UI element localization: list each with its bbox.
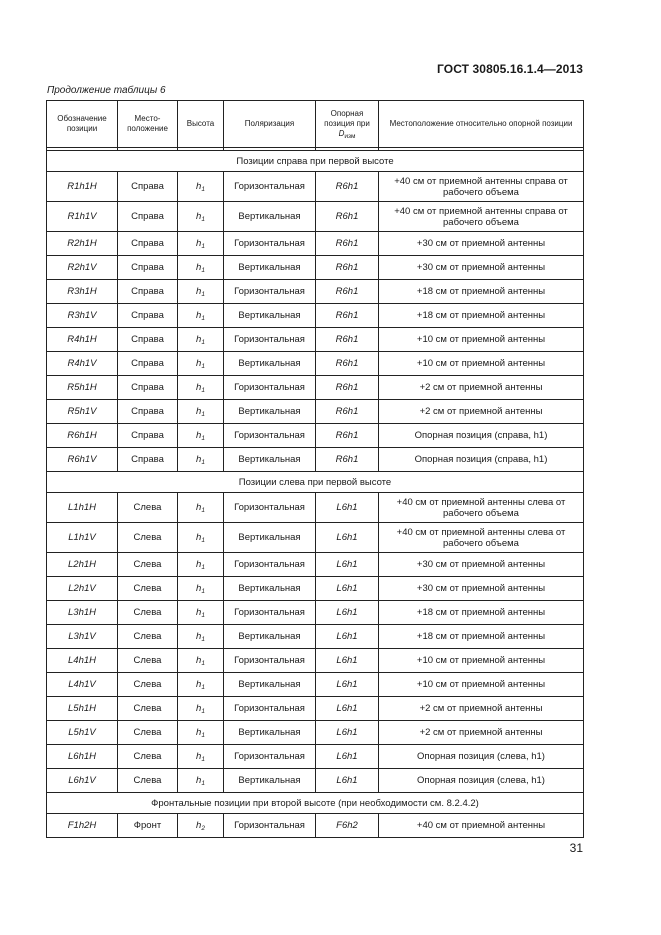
cell-location: +18 см от приемной антенны <box>379 280 584 304</box>
cell-position-code: L6h1V <box>47 769 118 793</box>
cell-position-code: R4h1V <box>47 352 118 376</box>
cell-position-code: R6h1H <box>47 424 118 448</box>
height-index: 1 <box>201 315 205 322</box>
cell-side: Справа <box>118 172 178 202</box>
cell-location: +40 см от приемной антенны <box>379 814 584 838</box>
cell-location: Опорная позиция (слева, h1) <box>379 769 584 793</box>
cell-height <box>178 649 224 673</box>
cell-height <box>178 328 224 352</box>
cell-height <box>178 523 224 553</box>
cell-side: Справа <box>118 424 178 448</box>
cell-position-code: R2h1H <box>47 232 118 256</box>
cell-height <box>178 424 224 448</box>
cell-polarization: Вертикальная <box>224 673 316 697</box>
height-index: 1 <box>201 780 205 787</box>
cell-reference: L6h1 <box>316 601 379 625</box>
cell-location: +10 см от приемной антенны <box>379 352 584 376</box>
table-header <box>47 101 584 151</box>
cell-reference: R6h1 <box>316 232 379 256</box>
cell-position-code: L5h1H <box>47 697 118 721</box>
cell-position-code: L1h1H <box>47 493 118 523</box>
cell-position-code: R1h1H <box>47 172 118 202</box>
cell-side: Слева <box>118 769 178 793</box>
height-index: 1 <box>201 291 205 298</box>
table-row <box>47 769 584 793</box>
height-index: 1 <box>201 660 205 667</box>
cell-height <box>178 400 224 424</box>
table-row <box>47 202 584 232</box>
cell-polarization: Вертикальная <box>224 769 316 793</box>
height-symbol: h <box>196 502 202 513</box>
cell-height <box>178 745 224 769</box>
table-row <box>47 814 584 838</box>
cell-location: +18 см от приемной антенны <box>379 601 584 625</box>
cell-reference: R6h1 <box>316 280 379 304</box>
cell-polarization: Вертикальная <box>224 256 316 280</box>
cell-position-code: L3h1V <box>47 625 118 649</box>
cell-polarization: Вертикальная <box>224 625 316 649</box>
cell-polarization: Горизонтальная <box>224 745 316 769</box>
height-symbol: h <box>196 631 202 642</box>
cell-side: Слева <box>118 625 178 649</box>
cell-height <box>178 769 224 793</box>
cell-location: +40 см от приемной антенны справа от рабочего объема <box>379 202 584 232</box>
height-symbol: h <box>196 406 202 417</box>
col-header-reference-d: D <box>338 129 345 138</box>
cell-polarization: Вертикальная <box>224 352 316 376</box>
cell-reference: L6h1 <box>316 523 379 553</box>
cell-side: Слева <box>118 673 178 697</box>
cell-side: Справа <box>118 448 178 472</box>
cell-side: Слева <box>118 649 178 673</box>
col-header-polarization: Поляризация <box>224 101 316 148</box>
col-header-code: Обозначение позиции <box>47 101 118 148</box>
height-index: 1 <box>201 732 205 739</box>
cell-location: +2 см от приемной антенны <box>379 400 584 424</box>
height-symbol: h <box>196 751 202 762</box>
cell-polarization: Горизонтальная <box>224 280 316 304</box>
table-row <box>47 376 584 400</box>
table-row <box>47 400 584 424</box>
cell-position-code: L5h1V <box>47 721 118 745</box>
cell-location: +18 см от приемной антенны <box>379 304 584 328</box>
height-symbol: h <box>196 532 202 543</box>
height-symbol: h <box>196 358 202 369</box>
section-front <box>47 793 584 814</box>
cell-side: Справа <box>118 328 178 352</box>
cell-position-code: R2h1V <box>47 256 118 280</box>
cell-position-code: L2h1H <box>47 553 118 577</box>
height-symbol: h <box>196 238 202 249</box>
table-row <box>47 424 584 448</box>
cell-position-code: R6h1V <box>47 448 118 472</box>
cell-location: +2 см от приемной антенны <box>379 721 584 745</box>
col-header-reference <box>316 101 379 148</box>
cell-position-code: R3h1H <box>47 280 118 304</box>
cell-height <box>178 202 224 232</box>
cell-location: +40 см от приемной антенны слева от рабочего объема <box>379 493 584 523</box>
cell-side: Слева <box>118 493 178 523</box>
table-row <box>47 256 584 280</box>
section-right <box>47 151 584 172</box>
cell-location: Опорная позиция (справа, h1) <box>379 448 584 472</box>
cell-reference: L6h1 <box>316 493 379 523</box>
height-index: 1 <box>201 243 205 250</box>
cell-side: Справа <box>118 280 178 304</box>
height-symbol: h <box>196 211 202 222</box>
cell-side: Справа <box>118 232 178 256</box>
cell-height <box>178 625 224 649</box>
section-front-label: Фронтальные позиции при второй высоте (при необходимости см. 8.2.4.2) <box>47 793 584 814</box>
cell-height <box>178 493 224 523</box>
height-index: 1 <box>201 435 205 442</box>
cell-polarization: Горизонтальная <box>224 553 316 577</box>
table-row <box>47 493 584 523</box>
cell-polarization: Вертикальная <box>224 202 316 232</box>
height-symbol: h <box>196 559 202 570</box>
cell-location: Опорная позиция (справа, h1) <box>379 424 584 448</box>
height-symbol: h <box>196 703 202 714</box>
cell-side: Слева <box>118 697 178 721</box>
col-header-location: Местоположение относительно опорной позиции <box>379 101 584 148</box>
height-index: 1 <box>201 588 205 595</box>
height-index: 1 <box>201 537 205 544</box>
section-right-label: Позиции справа при первой высоте <box>47 151 584 172</box>
height-index: 1 <box>201 186 205 193</box>
cell-height <box>178 601 224 625</box>
height-index: 1 <box>201 708 205 715</box>
cell-side: Слева <box>118 601 178 625</box>
cell-reference: L6h1 <box>316 649 379 673</box>
cell-reference: L6h1 <box>316 697 379 721</box>
cell-location: +30 см от приемной антенны <box>379 553 584 577</box>
cell-position-code: L4h1H <box>47 649 118 673</box>
cell-position-code: F1h2H <box>47 814 118 838</box>
height-symbol: h <box>196 655 202 666</box>
col-header-height: Высота <box>178 101 224 148</box>
height-index: 1 <box>201 216 205 223</box>
table-row <box>47 448 584 472</box>
table-row <box>47 172 584 202</box>
cell-position-code: R4h1H <box>47 328 118 352</box>
cell-reference: F6h2 <box>316 814 379 838</box>
cell-side: Слева <box>118 553 178 577</box>
table-row <box>47 352 584 376</box>
cell-side: Справа <box>118 352 178 376</box>
table-row <box>47 673 584 697</box>
positions-table <box>46 100 584 838</box>
cell-height <box>178 721 224 745</box>
cell-location: +10 см от приемной антенны <box>379 673 584 697</box>
height-symbol: h <box>196 820 202 831</box>
cell-height <box>178 448 224 472</box>
height-index: 2 <box>201 825 205 832</box>
cell-height <box>178 352 224 376</box>
cell-position-code: R1h1V <box>47 202 118 232</box>
height-index: 1 <box>201 387 205 394</box>
height-index: 1 <box>201 636 205 643</box>
table-row <box>47 304 584 328</box>
height-symbol: h <box>196 262 202 273</box>
table-row <box>47 328 584 352</box>
cell-location: +2 см от приемной антенны <box>379 376 584 400</box>
col-header-reference-sub: изм <box>344 133 356 140</box>
cell-height <box>178 814 224 838</box>
cell-position-code: R3h1V <box>47 304 118 328</box>
table-row <box>47 649 584 673</box>
height-index: 1 <box>201 411 205 418</box>
cell-location: +30 см от приемной антенны <box>379 232 584 256</box>
cell-height <box>178 256 224 280</box>
height-symbol: h <box>196 679 202 690</box>
height-index: 1 <box>201 339 205 346</box>
cell-position-code: R5h1V <box>47 400 118 424</box>
cell-height <box>178 553 224 577</box>
height-symbol: h <box>196 286 202 297</box>
cell-location: Опорная позиция (слева, h1) <box>379 745 584 769</box>
section-left-label: Позиции слева при первой высоте <box>47 472 584 493</box>
cell-polarization: Вертикальная <box>224 448 316 472</box>
height-symbol: h <box>196 382 202 393</box>
cell-side: Слева <box>118 745 178 769</box>
cell-reference: R6h1 <box>316 424 379 448</box>
cell-position-code: L2h1V <box>47 577 118 601</box>
cell-polarization: Горизонтальная <box>224 172 316 202</box>
document-code: ГОСТ 30805.16.1.4—2013 <box>437 62 583 76</box>
height-symbol: h <box>196 727 202 738</box>
cell-location: +30 см от приемной антенны <box>379 577 584 601</box>
section-left <box>47 472 584 493</box>
height-index: 1 <box>201 459 205 466</box>
cell-height <box>178 232 224 256</box>
cell-location: +30 см от приемной антенны <box>379 256 584 280</box>
height-symbol: h <box>196 334 202 345</box>
cell-polarization: Горизонтальная <box>224 424 316 448</box>
height-symbol: h <box>196 775 202 786</box>
cell-polarization: Горизонтальная <box>224 697 316 721</box>
cell-location: +18 см от приемной антенны <box>379 625 584 649</box>
cell-location: +2 см от приемной антенны <box>379 697 584 721</box>
cell-reference: R6h1 <box>316 376 379 400</box>
cell-reference: L6h1 <box>316 745 379 769</box>
cell-polarization: Вертикальная <box>224 304 316 328</box>
cell-reference: L6h1 <box>316 769 379 793</box>
cell-side: Справа <box>118 256 178 280</box>
table-row <box>47 232 584 256</box>
cell-polarization: Горизонтальная <box>224 232 316 256</box>
height-symbol: h <box>196 607 202 618</box>
cell-reference: R6h1 <box>316 256 379 280</box>
cell-position-code: L6h1H <box>47 745 118 769</box>
cell-reference: R6h1 <box>316 400 379 424</box>
height-symbol: h <box>196 181 202 192</box>
cell-reference: L6h1 <box>316 577 379 601</box>
table-row <box>47 745 584 769</box>
height-symbol: h <box>196 454 202 465</box>
cell-polarization: Вертикальная <box>224 400 316 424</box>
cell-side: Справа <box>118 376 178 400</box>
height-index: 1 <box>201 612 205 619</box>
table-row <box>47 280 584 304</box>
table-row <box>47 625 584 649</box>
page-number: 31 <box>569 841 583 855</box>
cell-polarization: Горизонтальная <box>224 376 316 400</box>
cell-reference: R6h1 <box>316 172 379 202</box>
table-row <box>47 577 584 601</box>
height-index: 1 <box>201 267 205 274</box>
cell-reference: R6h1 <box>316 202 379 232</box>
cell-location: +10 см от приемной антенны <box>379 649 584 673</box>
cell-location: +40 см от приемной антенны слева от рабочего объема <box>379 523 584 553</box>
cell-position-code: R5h1H <box>47 376 118 400</box>
cell-reference: R6h1 <box>316 448 379 472</box>
cell-side: Фронт <box>118 814 178 838</box>
cell-height <box>178 304 224 328</box>
cell-polarization: Горизонтальная <box>224 814 316 838</box>
table-body <box>47 151 584 838</box>
height-index: 1 <box>201 756 205 763</box>
cell-height <box>178 376 224 400</box>
cell-reference: L6h1 <box>316 553 379 577</box>
cell-polarization: Вертикальная <box>224 523 316 553</box>
cell-side: Слева <box>118 721 178 745</box>
cell-side: Слева <box>118 577 178 601</box>
height-index: 1 <box>201 363 205 370</box>
cell-reference: R6h1 <box>316 304 379 328</box>
height-index: 1 <box>201 564 205 571</box>
table-row <box>47 697 584 721</box>
table-row <box>47 553 584 577</box>
height-index: 1 <box>201 684 205 691</box>
cell-position-code: L4h1V <box>47 673 118 697</box>
cell-reference: L6h1 <box>316 625 379 649</box>
cell-location: +10 см от приемной антенны <box>379 328 584 352</box>
cell-side: Справа <box>118 202 178 232</box>
cell-reference: R6h1 <box>316 352 379 376</box>
cell-height <box>178 673 224 697</box>
table-row <box>47 721 584 745</box>
cell-reference: R6h1 <box>316 328 379 352</box>
cell-side: Справа <box>118 400 178 424</box>
cell-height <box>178 172 224 202</box>
cell-side: Справа <box>118 304 178 328</box>
cell-reference: L6h1 <box>316 721 379 745</box>
cell-height <box>178 577 224 601</box>
height-symbol: h <box>196 430 202 441</box>
height-symbol: h <box>196 583 202 594</box>
cell-position-code: L1h1V <box>47 523 118 553</box>
table-caption: Продолжение таблицы 6 <box>47 85 166 96</box>
cell-polarization: Горизонтальная <box>224 649 316 673</box>
cell-height <box>178 697 224 721</box>
height-index: 1 <box>201 507 205 514</box>
cell-position-code: L3h1H <box>47 601 118 625</box>
cell-reference: L6h1 <box>316 673 379 697</box>
col-header-reference-text: Опорная позиция при <box>324 109 370 128</box>
cell-polarization: Горизонтальная <box>224 328 316 352</box>
col-header-side: Место-положение <box>118 101 178 148</box>
cell-polarization: Горизонтальная <box>224 601 316 625</box>
height-symbol: h <box>196 310 202 321</box>
cell-polarization: Вертикальная <box>224 577 316 601</box>
cell-polarization: Горизонтальная <box>224 493 316 523</box>
cell-location: +40 см от приемной антенны справа от рабочего объема <box>379 172 584 202</box>
cell-side: Слева <box>118 523 178 553</box>
cell-height <box>178 280 224 304</box>
table-row <box>47 523 584 553</box>
table-row <box>47 601 584 625</box>
cell-polarization: Вертикальная <box>224 721 316 745</box>
